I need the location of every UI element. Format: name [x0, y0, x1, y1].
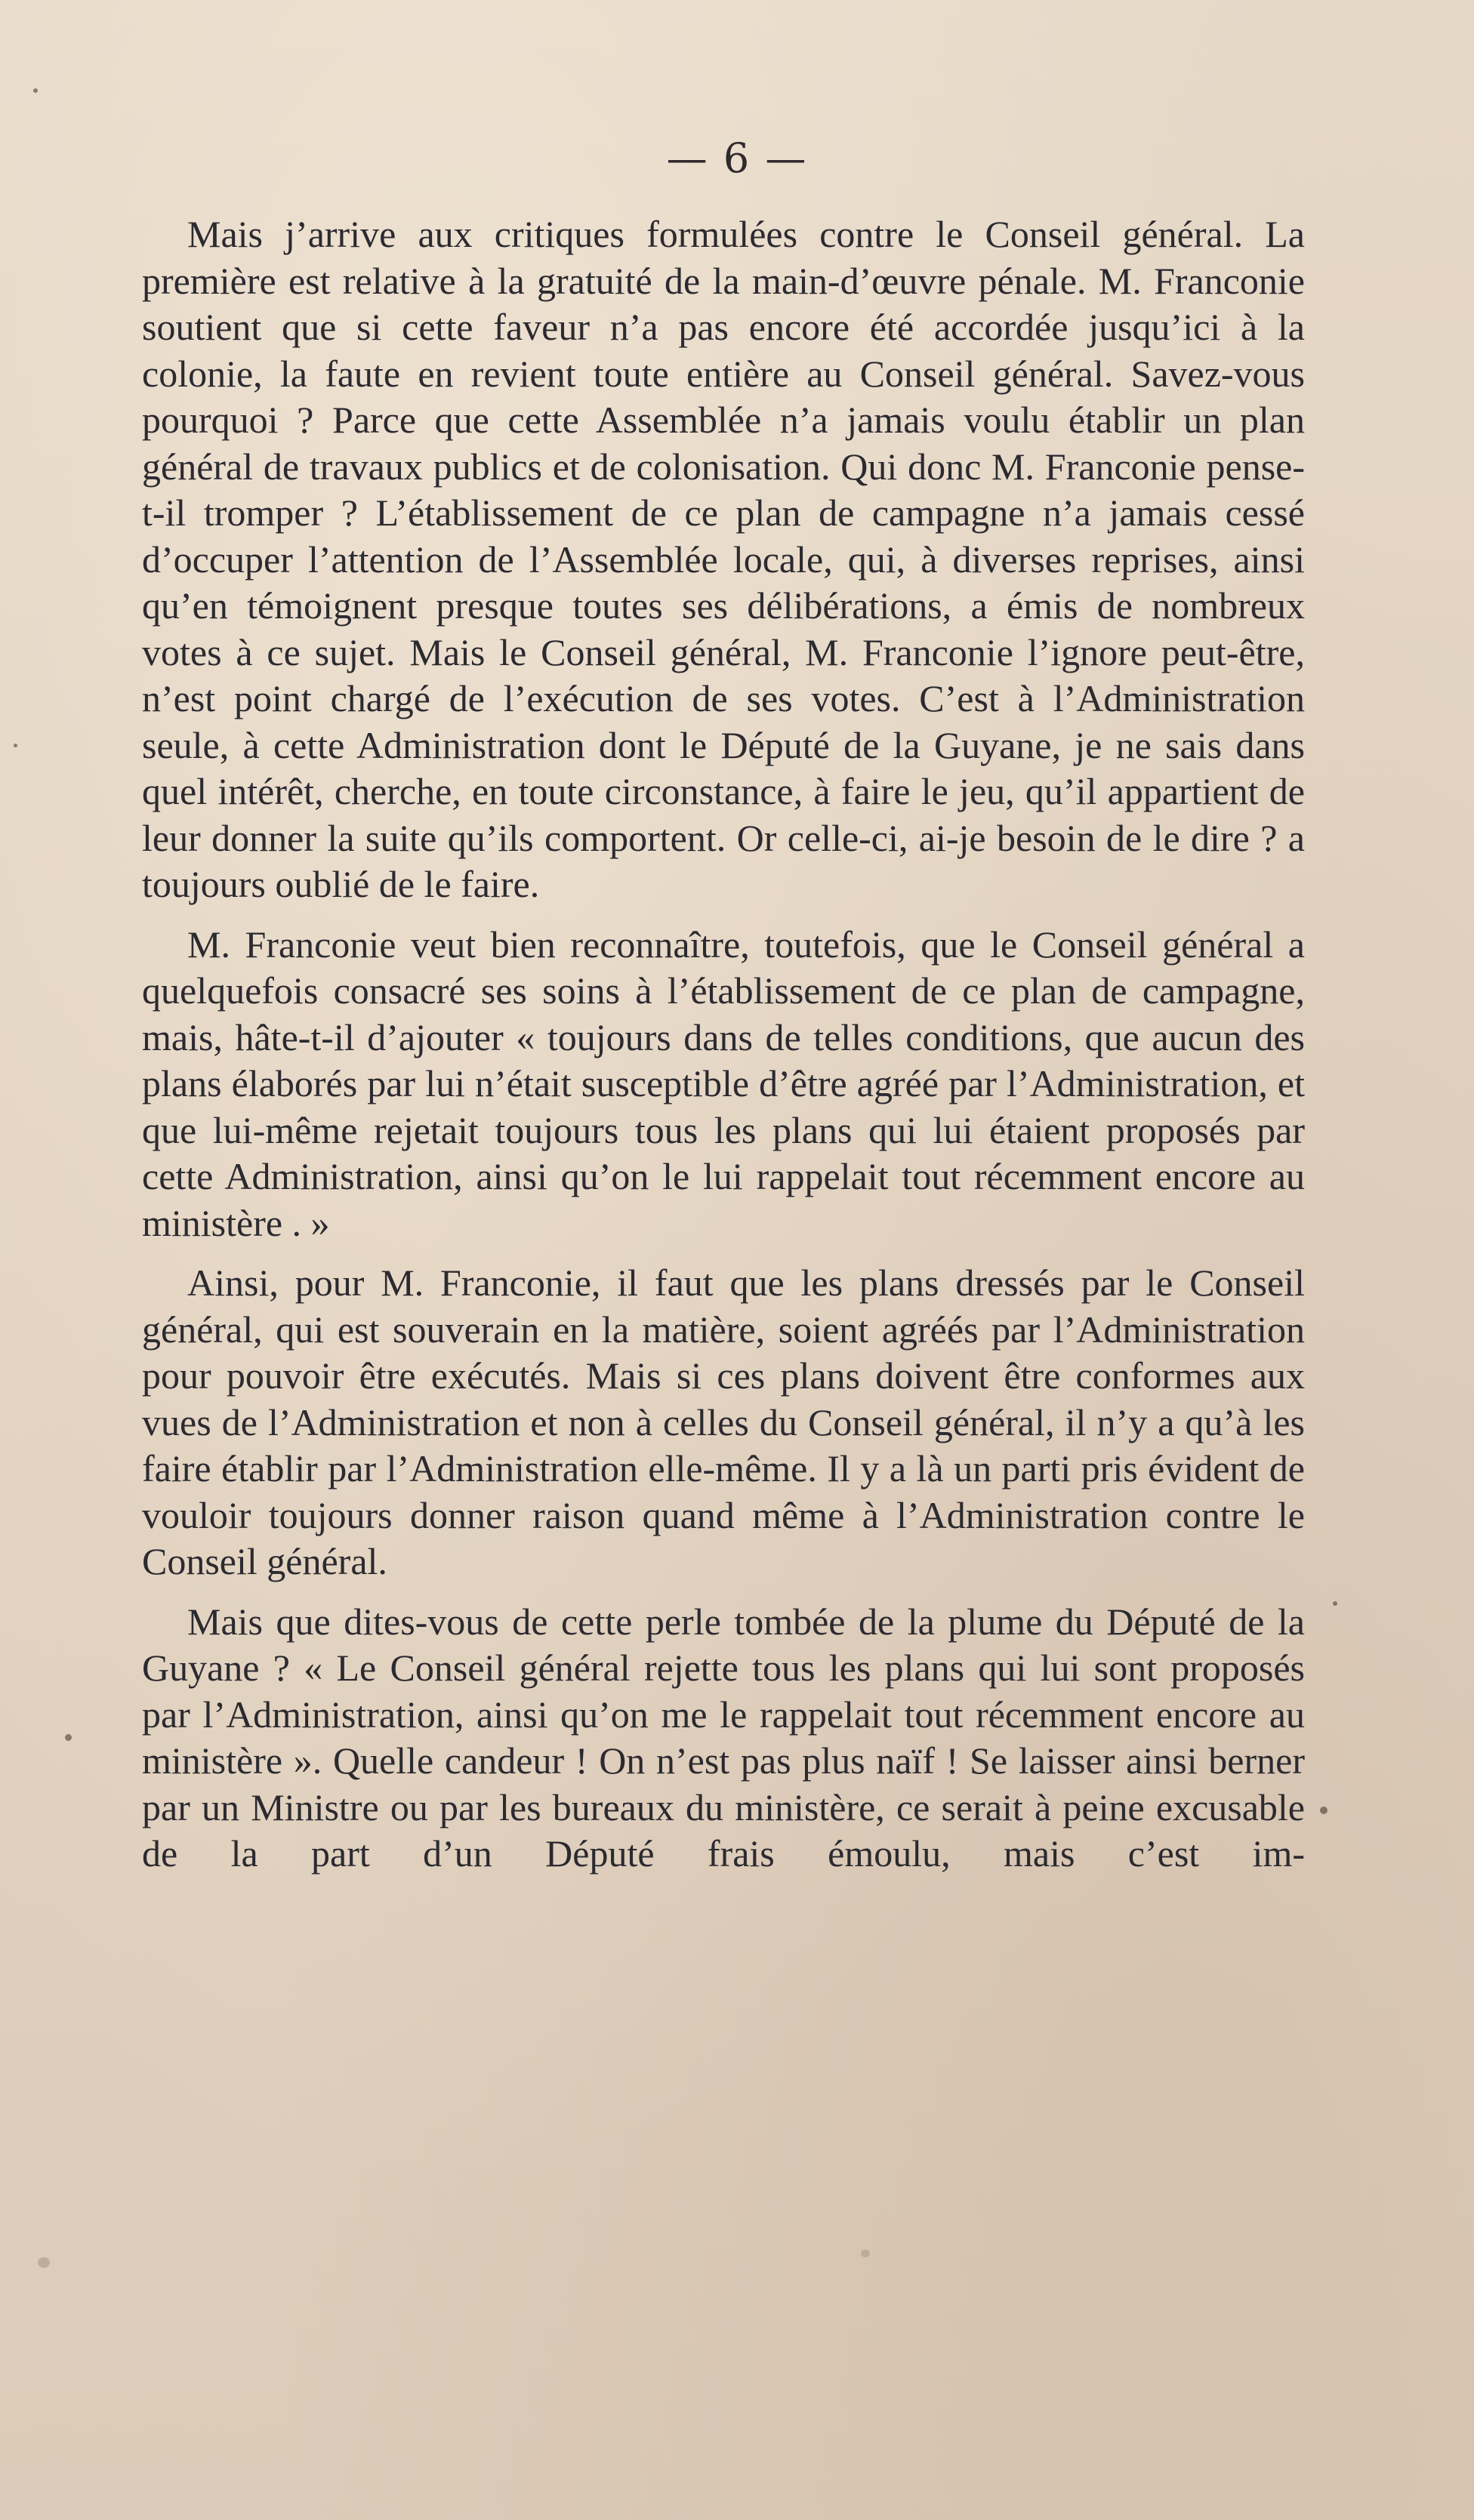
- paragraph-3: Ainsi, pour M. Franconie, il faut que les plans dressés par le Conseil général, qui est souverain en la matière, soient agréés par l’Administration pour pouvoir être exécutés. Mais si ces plans doivent être conformes aux vues de l’Administration et non à celles du Conseil général, il n’y a qu’à les faire établir par l’Administration elle-même. Il y a là un parti pris évident de vouloir toujours donner raison quand même à l’Administration contre le Conseil général.: [142, 1262, 1305, 1582]
- paragraph-2: M. Franconie veut bien reconnaître, toutefois, que le Conseil général a quelquefois consacré ses soins à l’établissement de ce plan de campagne, mais, hâte-t-il d’ajouter « toujours dans de telles conditions, que aucun des plans élaborés par lui n’était susceptible d’être agréé par l’Administration, et que lui-même rejetait toujours tous les plans qui lui étaient proposés par cette Administration, ainsi qu’on le lui rappelait tout récemment encore au ministère . »: [142, 923, 1305, 1244]
- page-number: — 6 —: [666, 134, 808, 182]
- ink-speck: [1320, 1807, 1328, 1814]
- paragraph-4: Mais que dites-vous de cette perle tombée de la plume du Député de la Guyane ? « Le Conseil général rejette tous les plans qui lui sont proposés par l’Administration, ainsi qu’on me le rappelait tout récemment encore au ministère ». Quelle candeur ! On n’est pas plus naïf ! Se laisser ainsi berner par un Ministre ou par les bureaux du ministère, ce serait à peine excusable de la part d’un Député frais émoulu, mais c’est im-: [142, 1600, 1305, 1875]
- ink-speck: [861, 2250, 870, 2257]
- ink-speck: [38, 2257, 50, 2268]
- ink-speck: [1333, 1601, 1337, 1606]
- body-text: [142, 211, 1305, 1891]
- ink-speck: [14, 744, 17, 747]
- paragraph-1: Mais j’arrive aux critiques formulées contre le Conseil général. La première est relative à la gratuité de la main-d’œuvre pénale. M. Franconie soutient que si cette faveur n’a pas encore été accordée jusqu’ici à la colonie, la faute en revient toute entière au Conseil général. Savez-vous pourquoi ? Parce que cette Assemblée n’a jamais voulu établir un plan général de travaux publics et de colonisation. Qui donc M. Franconie pense-t-il tromper ? L’établissement de ce plan de campagne n’a jamais cessé d’occuper l’attention de l’Assemblée locale, qui, à diverses reprises, ainsi qu’en témoignent presque toutes ses délibérations, a émis de nombreux votes à ce sujet. Mais le Conseil général, M. Franconie l’ignore peut-être, n’est point chargé de l’exécution de ses votes. C’est à l’Administration seule, à cette Administration dont le Député de la Guyane, je ne sais dans quel intérêt, cherche, en toute circonstance, à faire le jeu, qu’il appartient de leur donner la suite qu’ils comportent. Or celle-ci, ai-je besoin de le dire ? a toujours oublié de le faire.: [142, 213, 1305, 905]
- ink-speck: [65, 1734, 72, 1741]
- ink-speck: [33, 88, 38, 93]
